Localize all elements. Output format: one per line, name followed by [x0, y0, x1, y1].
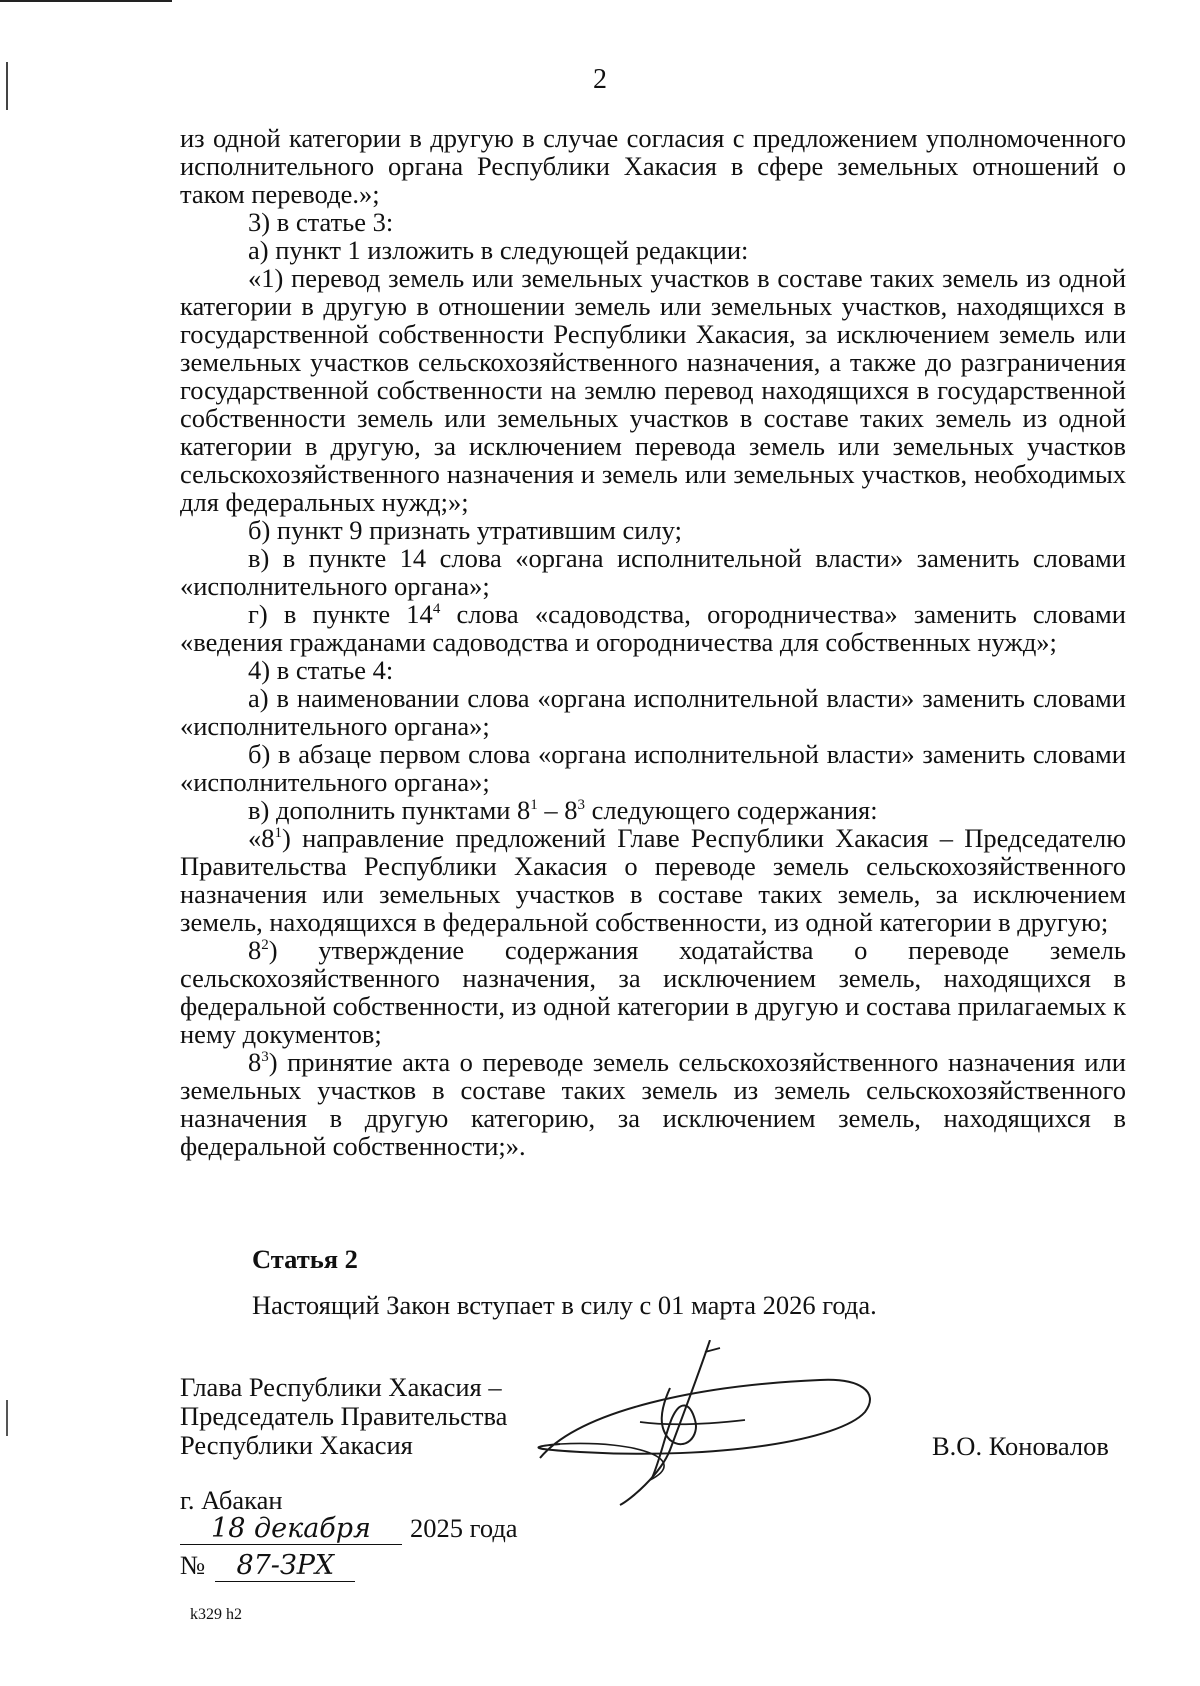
- law-text: [180, 124, 1126, 1160]
- signature-stroke: [539, 1380, 870, 1458]
- paragraph-item-4v: [180, 796, 1126, 824]
- signing-date: [180, 1513, 518, 1545]
- handwritten-signature: [520, 1340, 920, 1510]
- scan-edge-top: [0, 0, 172, 2]
- place-of-signing: г. Абакан: [180, 1485, 283, 1515]
- signatory-position: [180, 1373, 507, 1460]
- position-line: Глава Республики Хакасия –: [180, 1372, 502, 1402]
- text-fragment: 8: [248, 935, 262, 965]
- paragraph-item-4: 4) в статье 4:: [248, 655, 394, 685]
- handwritten-date: 18 декабря: [180, 1513, 402, 1545]
- superscript: 1: [274, 825, 282, 842]
- superscript: 2: [261, 937, 269, 954]
- superscript: 3: [577, 797, 586, 814]
- position-line: Председатель Правительства: [180, 1401, 508, 1431]
- superscript: 1: [530, 797, 538, 814]
- law-number: [180, 1550, 355, 1582]
- article-2-text: Настоящий Закон вступает в силу с 01 марта 2026 года.: [252, 1290, 877, 1320]
- handwritten-number: 87-ЗРХ: [215, 1550, 355, 1582]
- scan-edge-left-lower: [6, 1400, 8, 1436]
- paragraph-point-8-1: [180, 824, 1126, 936]
- text-fragment: в) дополнить пунктами 8: [248, 795, 531, 825]
- position-line: Республики Хакасия: [180, 1430, 413, 1460]
- paragraph-item-3v: в) в пункте 14 слова «органа исполнительной власти» заменить словами «исполнительного органа»;: [180, 543, 1126, 601]
- text-fragment: г) в пункте 14: [248, 599, 433, 629]
- text-fragment: следующего содержания:: [585, 795, 878, 825]
- paragraph-item-3g: [180, 600, 1126, 656]
- paragraph-item-4b: б) в абзаце первом слова «органа исполнительной власти» заменить словами «исполнительного органа»;: [180, 739, 1126, 797]
- number-sign: №: [180, 1550, 206, 1580]
- paragraph-point-8-3: [180, 1048, 1126, 1160]
- text-fragment: ) утверждение содержания ходатайства о переводе земель сельскохозяйственного назначения, за исключением земель, находящихся в федеральной собственности, из одной категории в другую и состава прилагаемых к нему документов;: [180, 935, 1126, 1049]
- date-year: 2025 года: [410, 1513, 518, 1543]
- page-number: 2: [593, 64, 607, 95]
- superscript: 4: [432, 601, 441, 618]
- article-2-title: Статья 2: [252, 1244, 358, 1274]
- paragraph-continuation: из одной категории в другую в случае согласия с предложением уполномоченного исполнительного органа Республики Хакасия в сфере земельных отношений о таком переводе.»;: [180, 123, 1126, 209]
- text-fragment: слова «садоводства, огородничества» заменить словами «ведения гражданами садоводства и огородничества для собственных нужд»;: [180, 599, 1126, 657]
- paragraph-item-3a: а) пункт 1 изложить в следующей редакции:: [248, 235, 749, 265]
- superscript: 3: [261, 1049, 269, 1066]
- paragraph-point-8-2: [180, 936, 1126, 1048]
- text-fragment: ) направление предложений Главе Республики Хакасия – Председателю Правительства Республики Хакасия о переводе земель сельскохозяйственного назначения или земельных участков в составе таких земель, за исключением земель, находящихся в федеральной собственности, из одной категории в другую;: [180, 823, 1126, 937]
- text-fragment: 8: [248, 1047, 262, 1077]
- paragraph-item-3b: б) пункт 9 признать утратившим силу;: [248, 515, 682, 545]
- signatory-name: В.О. Коновалов: [932, 1431, 1109, 1461]
- text-fragment: ) принятие акта о переводе земель сельскохозяйственного назначения или земельных участков в составе таких земель из земель сельскохозяйственного назначения в другую категорию, за исключением земель, находящихся в федеральной собственности;».: [180, 1047, 1126, 1161]
- paragraph-item-4a: а) в наименовании слова «органа исполнительной власти» заменить словами «исполнительного органа»;: [180, 683, 1126, 741]
- document-code: k329 h2: [190, 1606, 242, 1623]
- paragraph-point-1: «1) перевод земель или земельных участков в составе таких земель из одной категории в другую в отношении земель или земельных участков, находящихся в государственной собственности Республики Хакасия, за исключением земель или земельных участков сельскохозяйственного назначения, а также до разграничения государственной собственности на землю перевод находящихся в государственной собственности земель или земельных участков в составе таких земель из одной категории в другую, за исключением перевода земель или земельных участков сельскохозяйственного назначения и земель или земельных участков, необходимых для федеральных нужд;»;: [180, 263, 1126, 517]
- paragraph-item-3: 3) в статье 3:: [248, 207, 394, 237]
- signature-stroke: [560, 1443, 664, 1480]
- text-fragment: – 8: [537, 795, 578, 825]
- text-fragment: «8: [248, 823, 275, 853]
